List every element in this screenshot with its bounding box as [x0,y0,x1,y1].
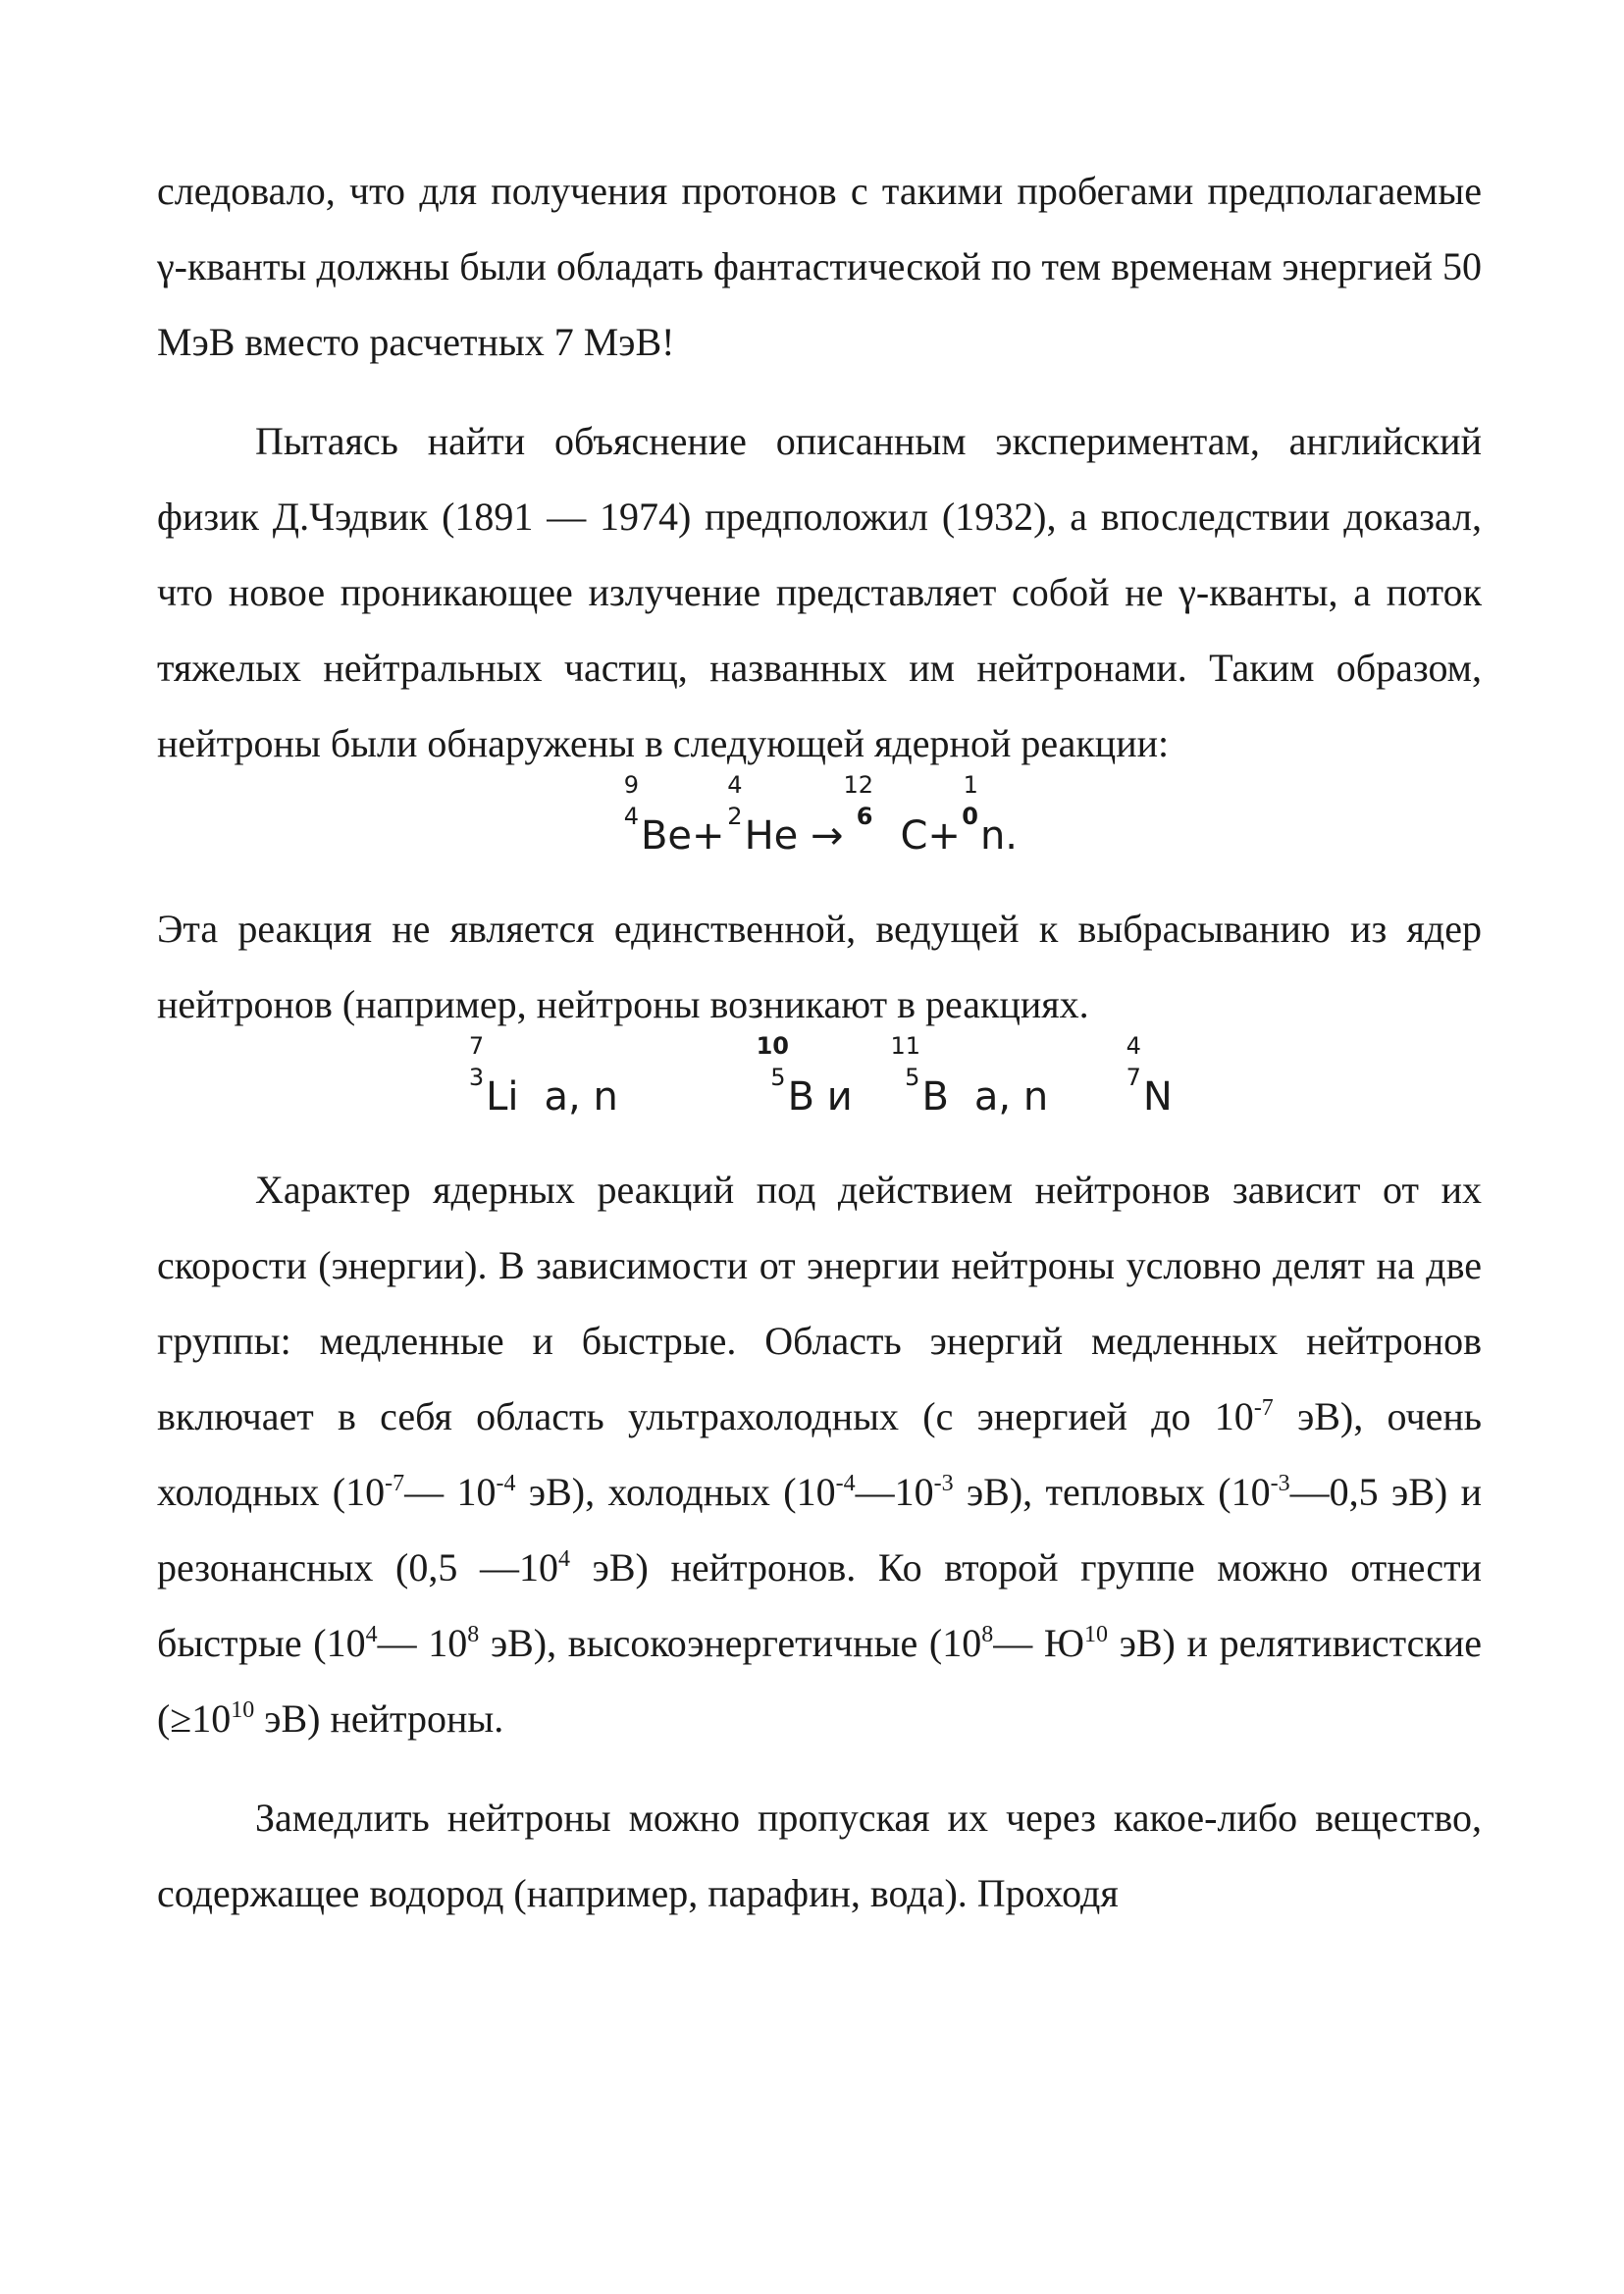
nuclide-li: 7 3 Li [468,1032,519,1120]
reaction-an-1: a, n [544,1074,618,1120]
paragraph-4: Характер ядерных реакций под действием нейтронов зависит от их скорости (энергии). В зависимости от энергии нейтроны условно делят на две группы: медленные и быстрые. Область энергий медленных нейтронов включает в себя область ультрахолодных (с энергией до $10^{-7}$ эВ), очень холодных ($10^{-7}—$ $10^{-4}$ эВ), холодных ($10^{-4}—10^{-3}$ эВ), тепловых ($10^{-3}—0,5$ эВ) и резонансных (0,5 $—10^4$ эВ) нейтронов. Ко второй группе можно отнести быстрые ($10^4—$ $10^8$ эВ), высокоэнергетичные ($10^8—$ $Ю^{10}$ эВ) и релятивистские ($\ge 10^{10}$ эВ) нейтроны. [157,1168,1483,1741]
plus-sign: + [927,813,961,859]
paragraph-2: Пытаясь найти объяснение описанным экспериментам, английский физик Д.Чэдвик (1891 — 1974) предположил (1932), а впоследствии доказал, что новое проникающее излучение представляет собой не γ-кванты, а поток тяжелых нейтральных частиц, названных им нейтронами. Таким образом, нейтроны были обнаружены в следующей ядерной реакции: [157,419,1482,765]
nuclide-c: 12 6 C [843,771,928,859]
nuclide-be: 9 4 Be [623,771,693,859]
arrow-icon: → [810,813,844,859]
reaction-formula-li-b [157,1032,1482,1152]
paragraph-3: Эта реакция не является единственной, ведущей к выбрасыванию из ядер нейтронов (например, нейтроны возникают в реакциях. [157,907,1482,1026]
conjunction-and: и [826,1074,853,1120]
nuclide-b10: 10 5 B [756,1032,815,1120]
nuclide-n: 1 0 n. [962,771,1019,859]
paragraph-1: следовало, что для получения протонов с такими пробегами предполагаемые γ-кванты должны были обладать фантастической по тем временам энергией 50 МэВ вместо расчетных 7 МэВ! [157,169,1482,364]
nuclide-he: 4 2 He [727,771,799,859]
reaction-an-2: a, n [973,1074,1049,1120]
reaction-formula-be-he [157,771,1482,891]
paragraph-5: Замедлить нейтроны можно пропуская их через какое-либо вещество, содержащее водород (например, парафин, вода). Проходя [157,1796,1482,1915]
plus-sign: + [692,813,725,859]
page-content [157,153,1482,1931]
nuclide-b11: 11 5 B [890,1032,949,1120]
nuclide-n14: 4 7 N [1126,1032,1173,1120]
